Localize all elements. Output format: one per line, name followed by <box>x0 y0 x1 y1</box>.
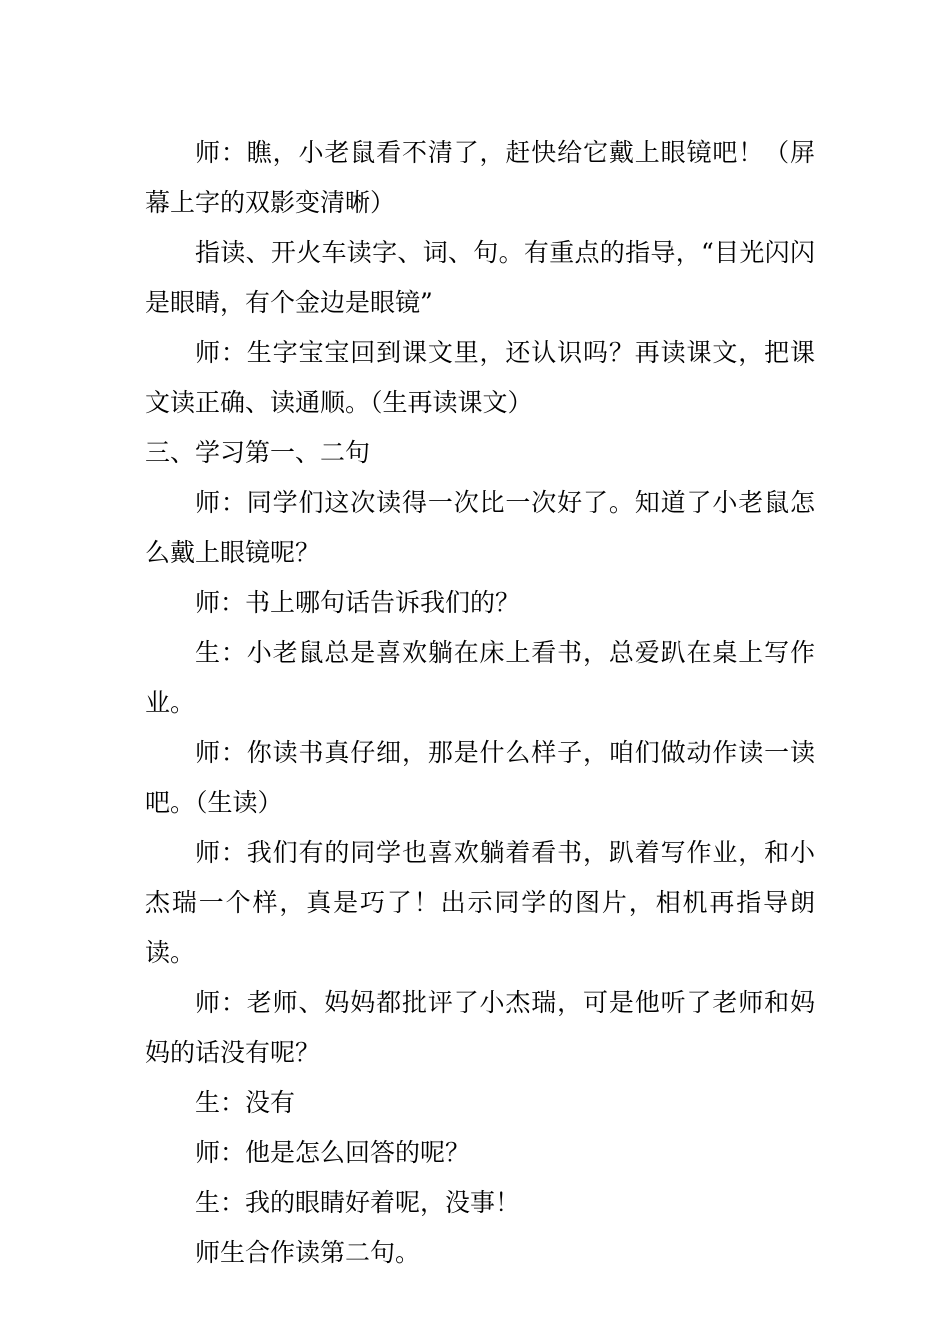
paragraph-5: 师：同学们这次读得一次比一次好了。知道了小老鼠怎么戴上眼镜呢？ <box>145 488 815 567</box>
paragraph-12: 师：他是怎么回答的呢？ <box>195 1138 471 1167</box>
paragraph-10: 师：老师、妈妈都批评了小杰瑞，可是他听了老师和妈妈的话没有呢？ <box>145 988 815 1067</box>
section-heading: 三、学习第一、二句 <box>145 438 371 467</box>
paragraph-1: 师：瞧，小老鼠看不清了，赶快给它戴上眼镜吧！（屏幕上字的双影变清晰） <box>145 138 815 217</box>
paragraph-9: 师：我们有的同学也喜欢躺着看书，趴着写作业，和小杰瑞一个样，真是巧了！出示同学的图片，相机再指导朗读。 <box>145 838 815 967</box>
paragraph-2: 指读、开火车读字、词、句。有重点的指导，“目光闪闪是眼睛，有个金边是眼镜” <box>145 238 815 317</box>
paragraph-14: 师生合作读第二句。 <box>195 1238 421 1267</box>
paragraph-7: 生：小老鼠总是喜欢躺在床上看书，总爱趴在桌上写作业。 <box>145 638 815 717</box>
paragraph-11: 生：没有 <box>195 1088 296 1117</box>
paragraph-6: 师：书上哪句话告诉我们的？ <box>195 588 521 617</box>
paragraph-8: 师：你读书真仔细，那是什么样子，咱们做动作读一读吧。（生读） <box>145 738 815 817</box>
paragraph-3: 师：生字宝宝回到课文里，还认识吗？再读课文，把课文读正确、读通顺。（生再读课文） <box>145 338 815 417</box>
document-page <box>145 128 815 1278</box>
paragraph-13: 生：我的眼睛好着呢，没事！ <box>195 1188 521 1217</box>
